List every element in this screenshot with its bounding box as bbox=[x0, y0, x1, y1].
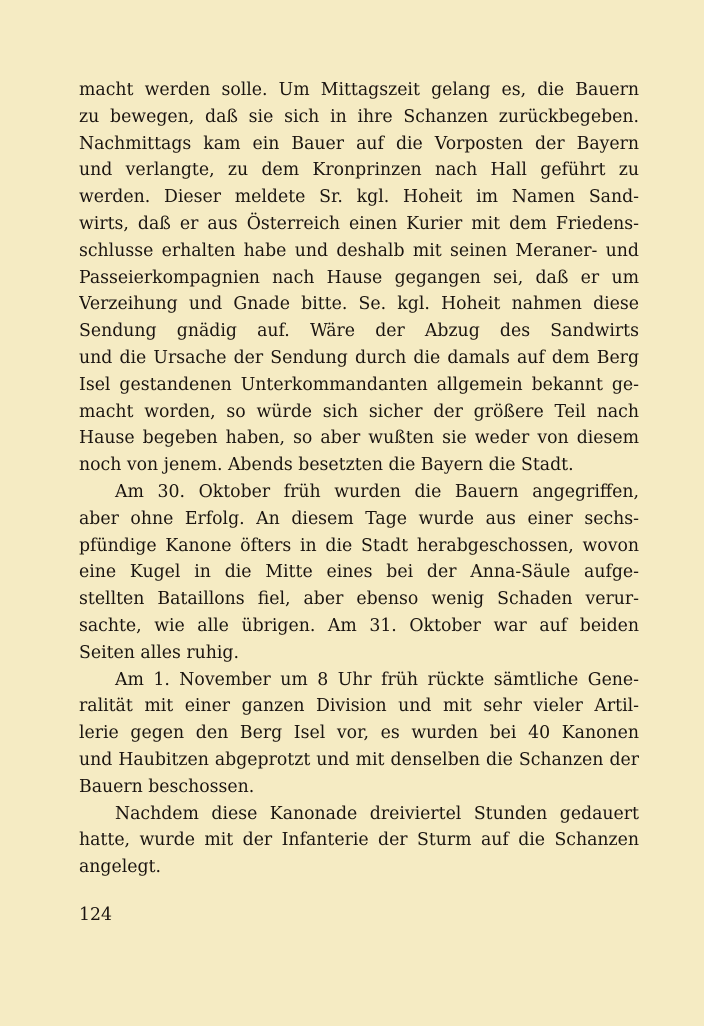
text-line: Nachdem diese Kanonade dreiviertel Stunden gedauert bbox=[115, 803, 639, 824]
text-line: Hause begeben haben, so aber wußten sie weder von diesem bbox=[79, 428, 639, 449]
text-line: Am 1. November um 8 Uhr früh rückte sämtliche Gene- bbox=[115, 669, 639, 690]
page-number: 124 bbox=[79, 905, 112, 925]
text-line: ralität mit einer ganzen Division und mit sehr vieler Artil- bbox=[79, 696, 639, 717]
text-line: angelegt. bbox=[79, 857, 161, 878]
text-line: hatte, wurde mit der Infanterie der Sturm auf die Schanzen bbox=[79, 830, 639, 851]
text-line: Passeierkompagnien nach Hause gegangen sei, daß er um bbox=[79, 267, 639, 288]
text-line: macht werden solle. Um Mittagszeit gelang es, die Bauern bbox=[79, 80, 639, 100]
text-line: aber ohne Erfolg. An diesem Tage wurde aus einer sechs- bbox=[79, 508, 639, 529]
text-line: lerie gegen den Berg Isel vor, es wurden bei 40 Kanonen bbox=[79, 723, 639, 744]
text-line: und Haubitzen abgeprotzt und mit denselben die Schanzen der bbox=[79, 749, 639, 770]
text-line: Verzeihung und Gnade bitte. Se. kgl. Hoheit nahmen diese bbox=[79, 294, 639, 315]
text-line: zu bewegen, daß sie sich in ihre Schanzen zurückbegeben. bbox=[79, 106, 639, 127]
text-line: wirts, daß er aus Österreich einen Kurier mit dem Friedens- bbox=[79, 213, 639, 234]
text-line: eine Kugel in die Mitte eines bei der Anna-Säule aufge- bbox=[79, 562, 639, 583]
text-line: noch von jenem. Abends besetzten die Bayern die Stadt. bbox=[79, 455, 574, 476]
text-line: und verlangte, zu dem Kronprinzen nach Hall geführt zu bbox=[79, 160, 639, 181]
text-line: Isel gestandenen Unterkommandanten allgemein bekannt ge- bbox=[79, 374, 639, 395]
text-line: pfündige Kanone öfters in die Stadt herabgeschossen, wovon bbox=[79, 535, 639, 556]
text-line: Am 30. Oktober früh wurden die Bauern angegriffen, bbox=[115, 481, 639, 502]
text-line: werden. Dieser meldete Sr. kgl. Hoheit im Namen Sand- bbox=[79, 187, 639, 208]
text-line: Seiten alles ruhig. bbox=[79, 642, 239, 663]
text-line: macht worden, so würde sich sicher der größere Teil nach bbox=[79, 401, 639, 422]
text-line: Nachmittags kam ein Bauer auf die Vorposten der Bayern bbox=[79, 133, 639, 154]
text-line: schlusse erhalten habe und deshalb mit seinen Meraner- und bbox=[79, 240, 639, 261]
text-line: sachte, wie alle übrigen. Am 31. Oktober war auf beiden bbox=[79, 615, 639, 636]
text-line: Sendung gnädig auf. Wäre der Abzug des Sandwirts bbox=[79, 321, 639, 342]
body-text bbox=[79, 77, 639, 881]
text-line: stellten Bataillons fiel, aber ebenso wenig Schaden verur- bbox=[79, 589, 639, 610]
text-line: Bauern beschossen. bbox=[79, 776, 255, 797]
text-line: und die Ursache der Sendung durch die damals auf dem Berg bbox=[79, 347, 639, 368]
